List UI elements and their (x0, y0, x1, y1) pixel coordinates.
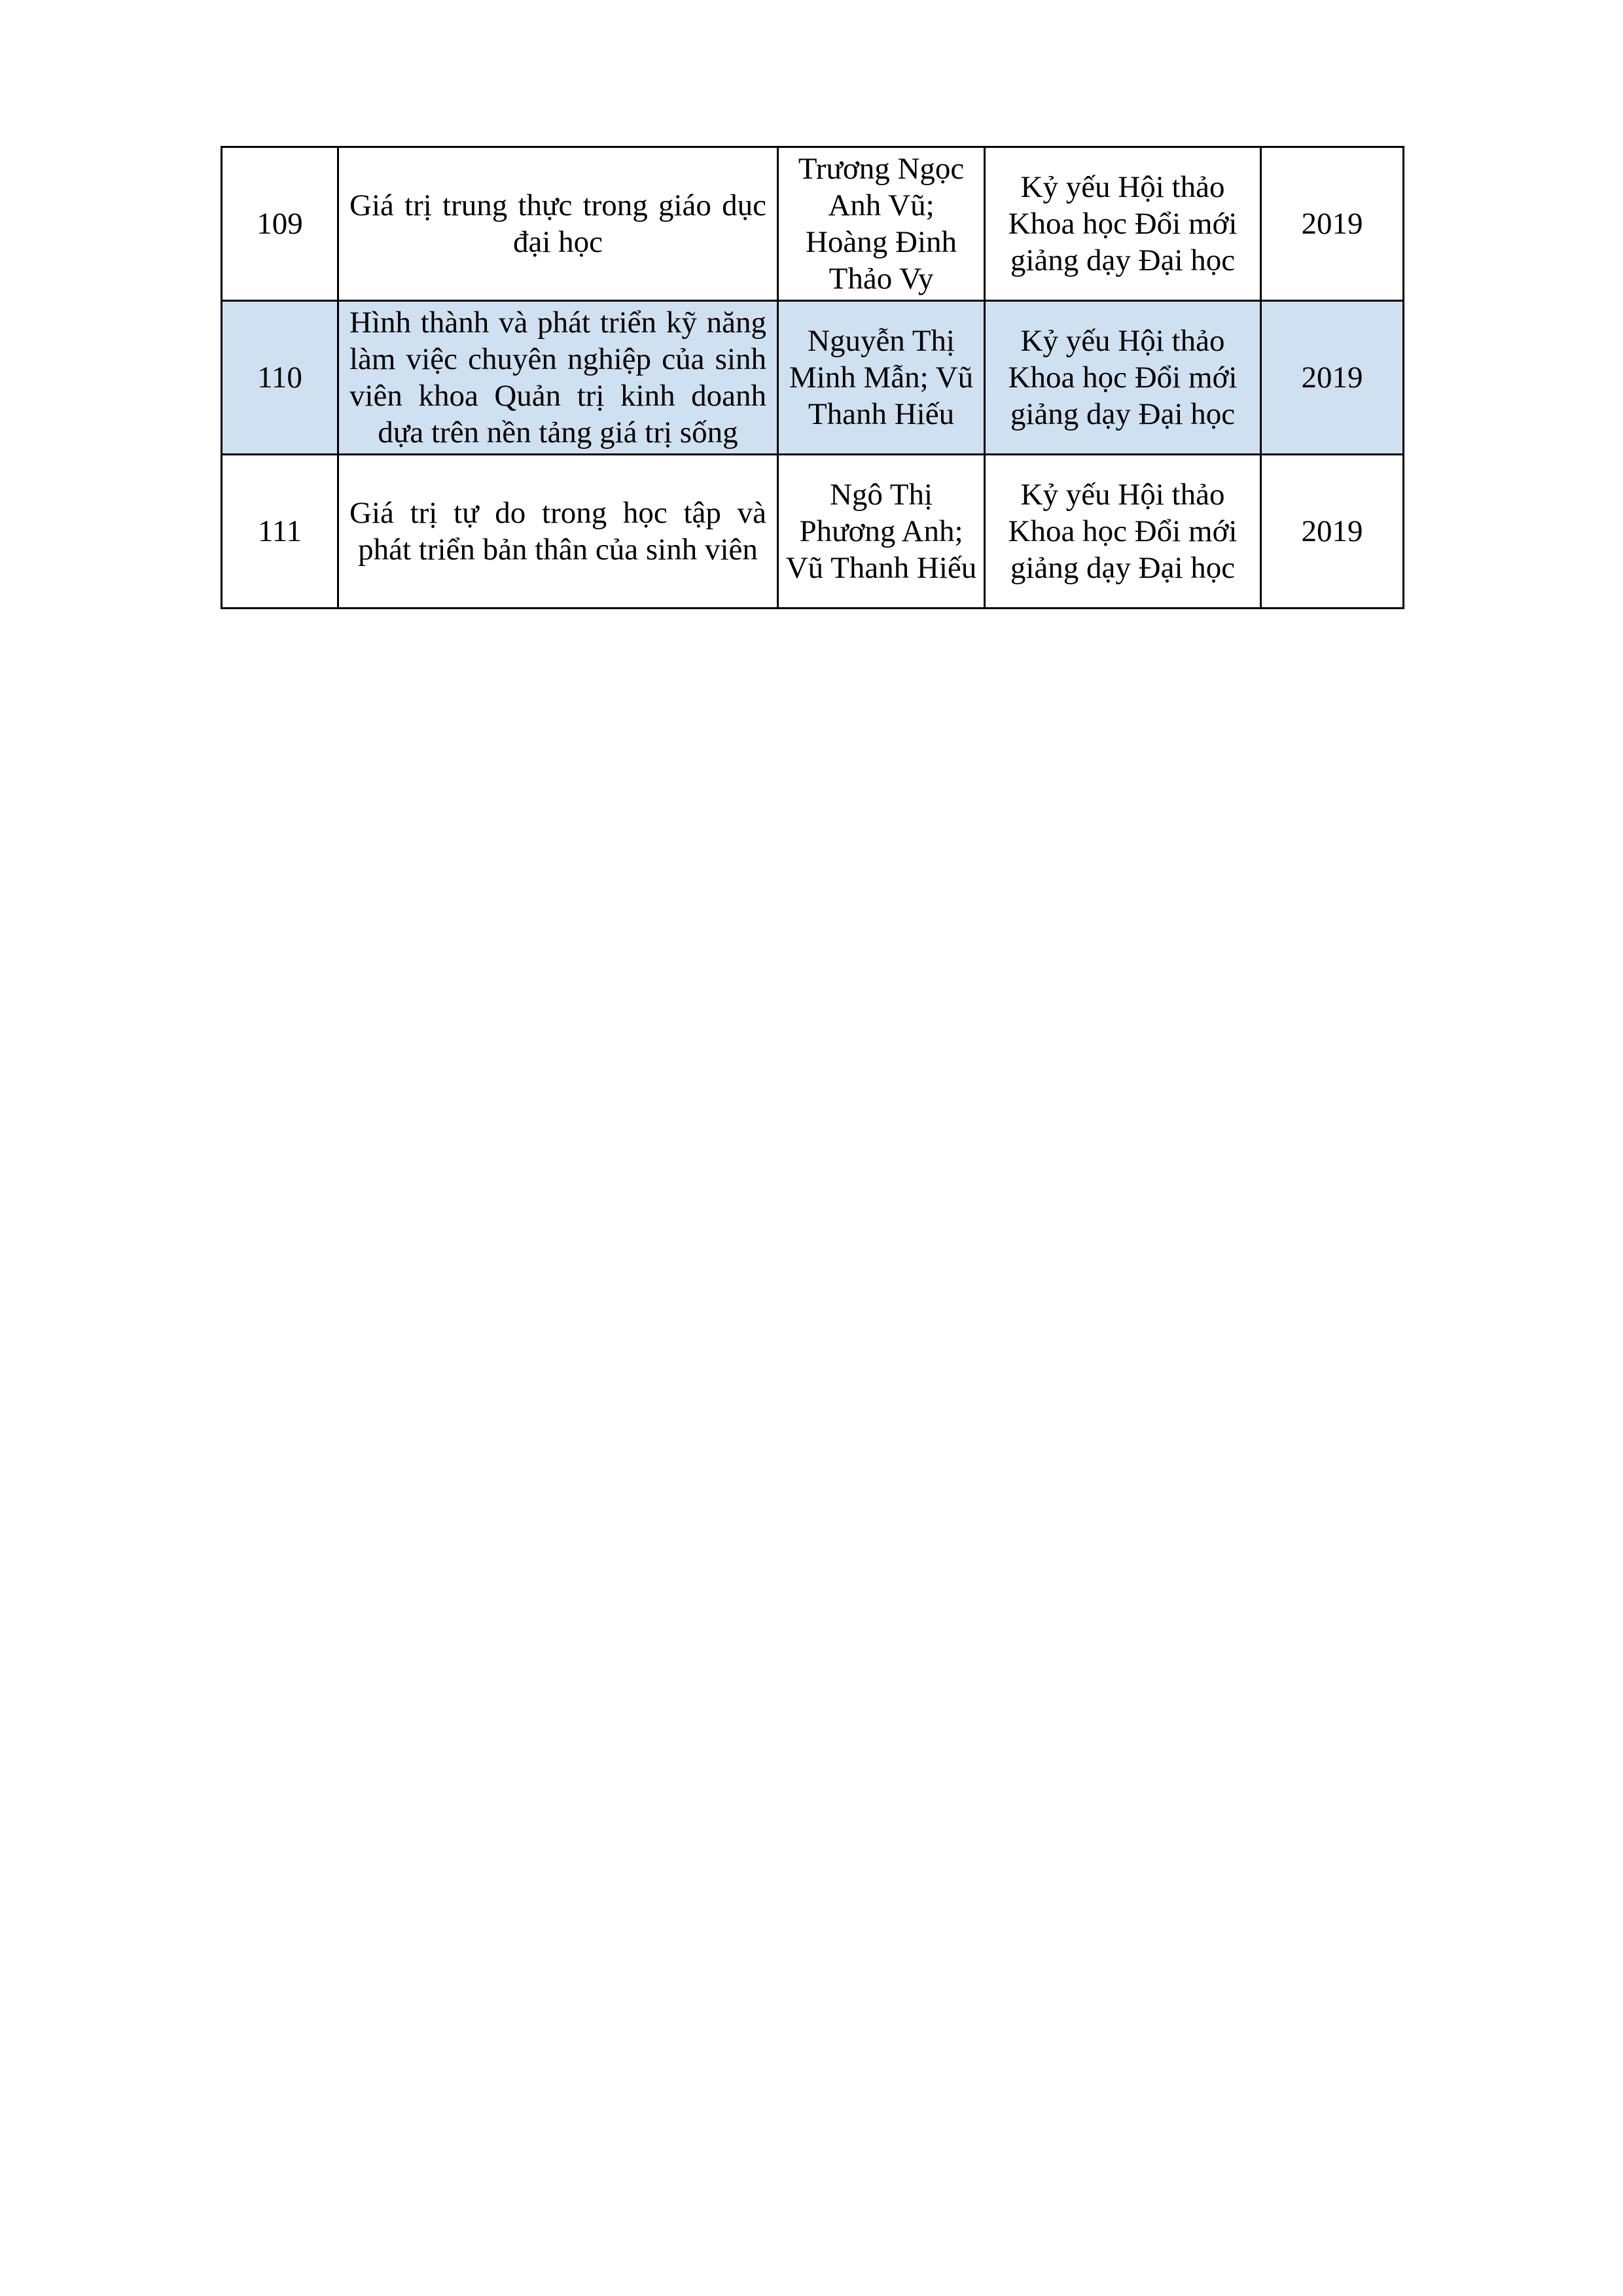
table-row (222, 147, 1404, 301)
table-row (222, 455, 1404, 609)
paper-authors: Ngô Thị Phương Anh; Vũ Thanh Hiếu (778, 455, 985, 609)
paper-year: 2019 (1261, 301, 1404, 455)
publications-table (221, 146, 1404, 609)
paper-title: Hình thành và phát triển kỹ năng làm việc chuyên nghiệp của sinh viên khoa Quản trị kinh doanh dựa trên nền tảng giá trị sống (338, 301, 778, 455)
paper-authors: Trương Ngọc Anh Vũ; Hoàng Đinh Thảo Vy (778, 147, 985, 301)
table-row (222, 301, 1404, 455)
paper-authors: Nguyễn Thị Minh Mẫn; Vũ Thanh Hiếu (778, 301, 985, 455)
paper-venue: Kỷ yếu Hội thảo Khoa học Đổi mới giảng dạy Đại học (985, 301, 1261, 455)
paper-title: Giá trị trung thực trong giáo dục đại học (338, 147, 778, 301)
paper-title: Giá trị tự do trong học tập và phát triển bản thân của sinh viên (338, 455, 778, 609)
paper-year: 2019 (1261, 455, 1404, 609)
paper-venue: Kỷ yếu Hội thảo Khoa học Đổi mới giảng dạy Đại học (985, 147, 1261, 301)
row-number: 109 (222, 147, 338, 301)
paper-venue: Kỷ yếu Hội thảo Khoa học Đổi mới giảng dạy Đại học (985, 455, 1261, 609)
row-number: 111 (222, 455, 338, 609)
paper-year: 2019 (1261, 147, 1404, 301)
row-number: 110 (222, 301, 338, 455)
